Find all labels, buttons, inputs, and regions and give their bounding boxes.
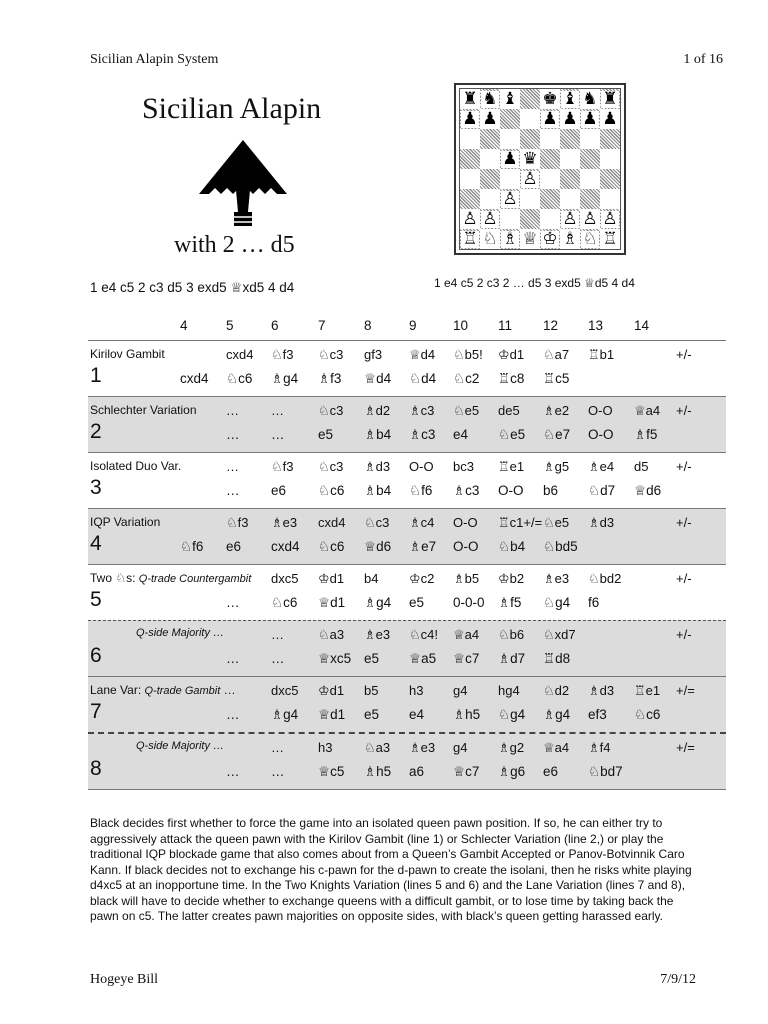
white-move: d5 <box>634 459 649 474</box>
white-move: ♔b2 <box>498 571 525 586</box>
chess-piece-icon: ♘ <box>582 228 598 249</box>
black-move: ♗f3 <box>318 371 342 386</box>
board-square <box>580 229 600 249</box>
black-move: O-O <box>588 427 614 442</box>
black-move: ♗g4 <box>364 595 392 610</box>
chess-piece-icon: ♛ <box>522 148 538 169</box>
board-square <box>560 189 580 209</box>
black-move: ♕d1 <box>318 595 346 610</box>
black-move: ♗c3 <box>453 483 480 498</box>
black-move: … <box>226 427 240 442</box>
black-move: … <box>226 483 240 498</box>
black-move: ♘f6 <box>180 539 204 554</box>
variation-name: Lane Var: Q-trade Gambit … <box>90 683 236 697</box>
black-move: … <box>271 764 285 779</box>
board-square <box>500 189 520 209</box>
chess-piece-icon: ♝ <box>562 88 578 109</box>
board-square <box>560 109 580 129</box>
black-move: ♕d4 <box>364 371 392 386</box>
board-square <box>520 89 540 109</box>
black-move: … <box>226 595 240 610</box>
board-square <box>600 169 620 189</box>
black-move: … <box>226 707 240 722</box>
white-move: ♔d1 <box>318 571 345 586</box>
footer-date: 7/9/12 <box>660 972 696 987</box>
white-move: ♕a4 <box>634 403 661 418</box>
document-subtitle: with 2 … d5 <box>174 232 295 258</box>
white-move: ♗c4 <box>409 515 435 530</box>
column-move-number: 11 <box>498 318 513 333</box>
black-move: … <box>271 651 285 666</box>
board-square <box>600 109 620 129</box>
column-move-number: 9 <box>409 318 417 333</box>
black-move: ♕c7 <box>453 651 480 666</box>
board-square <box>480 109 500 129</box>
board-square <box>560 89 580 109</box>
evaluation: +/- <box>676 403 692 418</box>
footer-author: Hogeye Bill <box>90 972 159 987</box>
board-square <box>520 229 540 249</box>
white-move: … <box>271 627 284 642</box>
white-move: cxd4 <box>318 515 346 530</box>
variation-line <box>88 676 726 732</box>
black-move: … <box>226 764 240 779</box>
variation-name: Two ♘s: Q-trade Countergambit <box>90 571 252 585</box>
black-move: ♗e7 <box>409 539 437 554</box>
board-square <box>580 149 600 169</box>
black-move: cxd4 <box>271 539 300 554</box>
variation-table <box>88 316 726 790</box>
commentary-paragraph: Black decides first whether to force the game into an isolated queen pawn position. If so, he can either try to aggressively attack the queen pawn with the Kirilov Gambit (line 1) or Schlecter Variation (line 2,) or play the traditional IQP blockade game that also comes about from a Queen’s Gambit Accepted or Panov-Botvinnik Caro Kann. If black decides not to exchange his c-pawn for the d-pawn to create the isolani, then he risks white playing d4xc5 at an inopportune time. In the Two Knights Variation (lines 5 and 6) and the Lane Variation (lines 7 and 8), black will have to decide whether to exchange queens with a difficult gambit, or to lose time by taking back the pawn on c5. The latter creates pawn majorities on opposite sides, with black’s queen getting harassed early. <box>90 816 692 923</box>
black-move: ♗g4 <box>543 707 571 722</box>
board-square <box>600 229 620 249</box>
white-move: ♗c3 <box>409 403 435 418</box>
white-move: h3 <box>409 683 424 698</box>
column-move-number: 13 <box>588 318 604 333</box>
white-move: ♗g5 <box>543 459 570 474</box>
black-move: ♗d7 <box>498 651 526 666</box>
white-move: O-O <box>588 403 613 418</box>
black-move: O-O <box>498 483 524 498</box>
white-move: ♗e3 <box>543 571 570 586</box>
variation-line <box>88 620 726 676</box>
chess-piece-icon: ♙ <box>482 208 498 229</box>
variation-line <box>88 508 726 564</box>
variation-name: Q-side Majority … <box>136 740 225 752</box>
black-move: ♘bd7 <box>588 764 623 779</box>
variation-line <box>88 564 726 620</box>
black-move: e5 <box>318 427 334 442</box>
board-square <box>460 109 480 129</box>
white-move: ♕a4 <box>543 740 570 755</box>
line-number: 6 <box>90 644 102 667</box>
black-move: e6 <box>543 764 559 779</box>
board-square <box>460 169 480 189</box>
board-square <box>520 129 540 149</box>
white-move: ♘f3 <box>271 459 294 474</box>
black-move: ef3 <box>588 707 607 722</box>
white-move: ♘c3 <box>318 347 344 362</box>
white-move: ♖e1 <box>498 459 525 474</box>
board-square <box>540 109 560 129</box>
board-square <box>520 109 540 129</box>
board-square <box>460 129 480 149</box>
chess-piece-icon: ♕ <box>522 228 538 249</box>
column-move-number: 12 <box>543 318 559 333</box>
board-square <box>540 89 560 109</box>
column-move-number: 5 <box>226 318 234 333</box>
page-number: 1 of 16 <box>683 52 723 67</box>
white-move: ♘a7 <box>543 347 570 362</box>
white-move: ♗f4 <box>588 740 611 755</box>
white-move: ♘e5 <box>543 515 570 530</box>
black-move: b6 <box>543 483 559 498</box>
white-move: ♘c4! <box>409 627 438 642</box>
line-number: 4 <box>90 532 102 555</box>
white-move: ♖c1+/= <box>498 515 543 530</box>
chess-piece-icon: ♜ <box>602 88 618 109</box>
column-move-number: 8 <box>364 318 372 333</box>
chess-piece-icon: ♙ <box>582 208 598 229</box>
white-move: ♗d2 <box>364 403 391 418</box>
board-square <box>560 229 580 249</box>
black-move: ♘c6 <box>318 539 345 554</box>
white-move: ♔d1 <box>498 347 525 362</box>
white-move: ♘f3 <box>271 347 294 362</box>
board-square <box>500 89 520 109</box>
white-move: ♕a4 <box>453 627 480 642</box>
black-move: ♘b4 <box>498 539 526 554</box>
white-move: … <box>271 403 284 418</box>
white-move: g4 <box>453 683 468 698</box>
variation-line <box>88 732 726 790</box>
variation-name: Kirilov Gambit <box>90 347 165 361</box>
chess-piece-icon: ♝ <box>502 88 518 109</box>
main-line-moves: 1 e4 c5 2 c3 d5 3 exd5 ♕xd5 4 d4 <box>90 280 295 295</box>
board-square <box>540 229 560 249</box>
board-square <box>460 149 480 169</box>
white-move: bc3 <box>453 459 474 474</box>
line-number: 1 <box>90 364 102 387</box>
black-move: e6 <box>271 483 287 498</box>
black-move: ♗h5 <box>364 764 392 779</box>
white-move: ♗e2 <box>543 403 570 418</box>
white-move: ♖e1 <box>634 683 661 698</box>
variation-name: Q-side Majority … <box>136 627 225 639</box>
board-square <box>580 169 600 189</box>
board-square <box>460 229 480 249</box>
white-move: ♘d2 <box>543 683 570 698</box>
black-move: ♘d4 <box>409 371 437 386</box>
white-move: ♗e3 <box>271 515 298 530</box>
black-move: ♘c6 <box>318 483 345 498</box>
board-square <box>480 129 500 149</box>
board-square <box>600 189 620 209</box>
black-move: e6 <box>226 539 242 554</box>
white-move: b4 <box>364 571 379 586</box>
column-move-number: 14 <box>634 318 650 333</box>
chess-piece-icon: ♗ <box>502 228 518 249</box>
white-move: ♘c3 <box>318 459 344 474</box>
white-move: ♗e3 <box>409 740 436 755</box>
white-move: de5 <box>498 403 520 418</box>
board-square <box>500 129 520 149</box>
white-move: ♘bd2 <box>588 571 622 586</box>
board-square <box>520 189 540 209</box>
black-move: ♘e5 <box>498 427 526 442</box>
chess-piece-icon: ♔ <box>542 228 558 249</box>
black-move: ♗c3 <box>409 427 436 442</box>
white-move: ♗d3 <box>588 515 615 530</box>
black-move: ♕d6 <box>634 483 662 498</box>
white-move: ♗d3 <box>364 459 391 474</box>
variation-lines <box>88 340 726 790</box>
white-move: ♗d3 <box>588 683 615 698</box>
white-move: ♘b6 <box>498 627 525 642</box>
white-move: ♘e5 <box>453 403 480 418</box>
black-move: 0-0-0 <box>453 595 485 610</box>
column-move-number: 7 <box>318 318 326 333</box>
evaluation: +/- <box>676 515 692 530</box>
black-move: ♗h5 <box>453 707 481 722</box>
chess-piece-icon: ♗ <box>562 228 578 249</box>
line-number: 8 <box>90 757 102 780</box>
variation-line <box>88 396 726 452</box>
line-number: 2 <box>90 420 102 443</box>
black-move: ♕d1 <box>318 707 346 722</box>
white-move: hg4 <box>498 683 520 698</box>
black-move: ♕d6 <box>364 539 392 554</box>
board-square <box>500 149 520 169</box>
white-move: ♘c3 <box>318 403 344 418</box>
white-move: ♗e4 <box>588 459 615 474</box>
black-move: cxd4 <box>180 371 209 386</box>
chess-piece-icon: ♙ <box>602 208 618 229</box>
board-caption: 1 e4 c5 2 c3 2 … d5 3 exd5 ♕d5 4 d4 <box>434 276 635 290</box>
black-move: e4 <box>453 427 469 442</box>
white-move: ♘a3 <box>318 627 345 642</box>
white-move: ♗b5 <box>453 571 480 586</box>
white-move: ♗g2 <box>498 740 525 755</box>
board-square <box>580 89 600 109</box>
board-square <box>580 209 600 229</box>
black-move: ♘e7 <box>543 427 571 442</box>
variation-line <box>88 340 726 396</box>
white-move: … <box>226 403 239 418</box>
board-square <box>540 209 560 229</box>
board-square <box>500 229 520 249</box>
board-square <box>540 189 560 209</box>
board-square <box>580 189 600 209</box>
line-number: 3 <box>90 476 102 499</box>
black-move: f6 <box>588 595 600 610</box>
black-move: ♘c6 <box>226 371 253 386</box>
board-square <box>460 89 480 109</box>
evaluation: +/= <box>676 740 695 755</box>
board-square <box>480 189 500 209</box>
chess-piece-icon: ♚ <box>542 88 558 109</box>
black-move: ♗f5 <box>498 595 522 610</box>
board-square <box>600 89 620 109</box>
chess-piece-icon: ♟ <box>482 108 498 129</box>
evaluation: +/- <box>676 571 692 586</box>
chess-piece-icon: ♟ <box>582 108 598 129</box>
white-move: O-O <box>453 515 478 530</box>
white-move: … <box>271 740 284 755</box>
white-move: cxd4 <box>226 347 254 362</box>
white-move: dxc5 <box>271 683 299 698</box>
board-square <box>600 209 620 229</box>
black-move: ♗g4 <box>271 371 299 386</box>
board-square <box>460 209 480 229</box>
black-move: ♘f6 <box>409 483 433 498</box>
board-square <box>600 149 620 169</box>
chess-board-grid <box>459 88 621 250</box>
white-move: gf3 <box>364 347 383 362</box>
white-move: O-O <box>409 459 434 474</box>
black-move: ♗b4 <box>364 427 392 442</box>
black-move: ♗b4 <box>364 483 392 498</box>
variation-line <box>88 452 726 508</box>
white-move: ♕d4 <box>409 347 436 362</box>
board-square <box>580 129 600 149</box>
evaluation: +/= <box>676 683 695 698</box>
white-move: ♔d1 <box>318 683 345 698</box>
white-move: ♖b1 <box>588 347 615 362</box>
black-move: ♘g4 <box>498 707 526 722</box>
white-move: ♘b5! <box>453 347 483 362</box>
white-move: ♔c2 <box>409 571 435 586</box>
black-move: ♘c6 <box>271 595 298 610</box>
chess-piece-icon: ♘ <box>482 228 498 249</box>
chess-piece-icon: ♙ <box>562 208 578 229</box>
line-number: 7 <box>90 700 102 723</box>
black-move: ♘g4 <box>543 595 571 610</box>
board-square <box>520 169 540 189</box>
board-square <box>520 209 540 229</box>
board-square <box>560 209 580 229</box>
white-move: ♘f3 <box>226 515 249 530</box>
black-move: ♖c8 <box>498 371 525 386</box>
black-move: … <box>226 651 240 666</box>
chess-piece-icon: ♖ <box>602 228 618 249</box>
board-square <box>500 109 520 129</box>
board-square <box>560 149 580 169</box>
chess-piece-icon: ♟ <box>602 108 618 129</box>
black-move: ♘d7 <box>588 483 616 498</box>
board-square <box>500 209 520 229</box>
white-move: ♘c3 <box>364 515 390 530</box>
white-move: g4 <box>453 740 468 755</box>
board-square <box>560 129 580 149</box>
board-square <box>580 109 600 129</box>
black-move: ♗g4 <box>271 707 299 722</box>
black-move: a6 <box>409 764 425 779</box>
board-square <box>460 189 480 209</box>
white-move: h3 <box>318 740 333 755</box>
chess-piece-icon: ♟ <box>462 108 478 129</box>
white-move: … <box>226 459 239 474</box>
black-move: ♖c5 <box>543 371 570 386</box>
white-move: ♘a3 <box>364 740 391 755</box>
document-title: Sicilian Alapin <box>142 92 322 125</box>
board-square <box>480 229 500 249</box>
chess-piece-icon: ♜ <box>462 88 478 109</box>
column-move-number: 10 <box>453 318 469 333</box>
black-move: ♗f5 <box>634 427 658 442</box>
board-square <box>540 169 560 189</box>
column-move-number: 4 <box>180 318 188 333</box>
column-move-number: 6 <box>271 318 279 333</box>
board-square <box>520 149 540 169</box>
black-move: ♘c6 <box>634 707 661 722</box>
black-move: e4 <box>409 707 425 722</box>
board-square <box>540 129 560 149</box>
black-move: … <box>271 427 285 442</box>
evaluation: +/- <box>676 459 692 474</box>
chess-piece-icon: ♙ <box>462 208 478 229</box>
white-move: b5 <box>364 683 379 698</box>
board-square <box>480 209 500 229</box>
black-move: ♘c2 <box>453 371 480 386</box>
white-move: ♗e3 <box>364 627 391 642</box>
chess-piece-icon: ♟ <box>502 148 518 169</box>
chess-board-diagram <box>454 83 626 255</box>
line-number: 5 <box>90 588 102 611</box>
black-move: ♘bd5 <box>543 539 578 554</box>
white-move: ♘xd7 <box>543 627 576 642</box>
board-square <box>480 169 500 189</box>
alapin-arrow-logo <box>197 138 289 228</box>
evaluation: +/- <box>676 627 692 642</box>
variation-name: Schlechter Variation <box>90 403 197 417</box>
board-square <box>480 149 500 169</box>
black-move: ♕xc5 <box>318 651 352 666</box>
black-move: ♕c7 <box>453 764 480 779</box>
black-move: e5 <box>364 707 380 722</box>
black-move: ♕a5 <box>409 651 437 666</box>
chess-piece-icon: ♙ <box>502 188 518 209</box>
black-move: ♖d8 <box>543 651 571 666</box>
board-square <box>600 129 620 149</box>
variation-name: Isolated Duo Var. <box>90 459 182 473</box>
chess-piece-icon: ♞ <box>482 88 498 109</box>
board-square <box>500 169 520 189</box>
black-move: ♗g6 <box>498 764 526 779</box>
evaluation: +/- <box>676 347 692 362</box>
chess-piece-icon: ♟ <box>562 108 578 129</box>
board-square <box>480 89 500 109</box>
black-move: e5 <box>409 595 425 610</box>
white-move: dxc5 <box>271 571 299 586</box>
chess-piece-icon: ♟ <box>542 108 558 129</box>
move-number-header-row <box>88 316 726 340</box>
chess-piece-icon: ♖ <box>462 228 478 249</box>
header-title: Sicilian Alapin System <box>90 52 219 67</box>
black-move: O-O <box>453 539 479 554</box>
board-square <box>540 149 560 169</box>
board-square <box>560 169 580 189</box>
chess-piece-icon: ♙ <box>522 168 538 189</box>
black-move: ♕c5 <box>318 764 345 779</box>
black-move: e5 <box>364 651 380 666</box>
variation-name: IQP Variation <box>90 515 161 529</box>
chess-piece-icon: ♞ <box>582 88 598 109</box>
